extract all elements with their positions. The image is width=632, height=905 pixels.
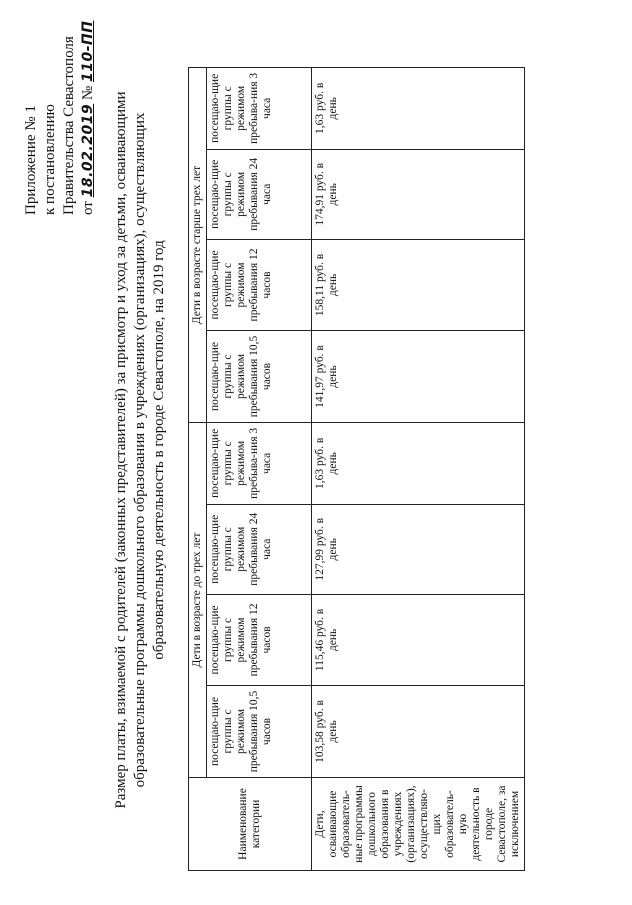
fee-table [188,67,525,871]
column-header: посещаю-щие группы с режимом пребывания 24 часа [207,504,312,594]
fee-cell: 174,91 руб. в день [312,149,525,239]
table-subheader-row [207,68,312,871]
column-header: посещаю-щие группы с режимом пребывания 12 часов [207,239,312,330]
column-header: посещаю-щие группы с режимом пребывания 12 часов [207,594,312,685]
category-cell: Дети, осваивающие образователь-ные программы дошкольного образования в учреждениях (организациях), осуществляю-щих образователь-ную деятельность в городе Севастополе, за исключением [312,778,525,871]
handwritten-number: 110-ПП [80,20,96,82]
title-line-3: образовательную деятельность в городе Севастополе, на 2019 год [151,240,167,660]
fee-cell: 158,11 руб. в день [312,239,525,330]
title-line-2: образовательные программы дошкольного образования в учреждениях (организациях), осуществляющих [132,112,148,788]
column-header: посещаю-щие группы с режимом пребывания 24 часа [207,149,312,239]
column-header: посещаю-щие группы с режимом пребыва-ния 3 часа [207,68,312,150]
appendix-government: Правительства Севастополя [61,36,77,215]
document-title [112,35,169,865]
appendix-date-line [79,15,98,215]
table-header-row [189,68,207,871]
appendix-header [22,15,98,215]
handwritten-date: 18.02.2019 [80,103,96,198]
appendix-title: Приложение № 1 [23,105,39,215]
date-prefix: от [80,201,96,215]
fee-cell: 103,58 руб. в день [312,685,525,777]
fee-cell: 1,63 руб. в день [312,423,525,505]
column-header: посещаю-щие группы с режимом пребывания 10,5 часов [207,330,312,422]
fee-cell: 127,99 руб. в день [312,504,525,594]
column-header: посещаю-щие группы с режимом пребыва-ния 3 часа [207,423,312,505]
fee-cell: 115,46 руб. в день [312,594,525,685]
group-header-over-three: Дети в возрасте старше трех лет [189,68,207,423]
title-line-1: Размер платы, взимаемой с родителей (законных представителей) за присмотр и уход за детьми, осваивающими [113,91,129,809]
group-header-under-three: Дети в возрасте до трех лет [189,423,207,778]
table-row [312,68,525,871]
column-header: посещаю-щие группы с режимом пребывания 10,5 часов [207,685,312,777]
fee-cell: 1,63 руб. в день [312,68,525,150]
number-prefix: № [80,85,96,101]
appendix-resolution: к постановлению [42,104,58,215]
category-header: Наименование категории [189,778,312,871]
fee-cell: 141,97 руб. в день [312,330,525,422]
